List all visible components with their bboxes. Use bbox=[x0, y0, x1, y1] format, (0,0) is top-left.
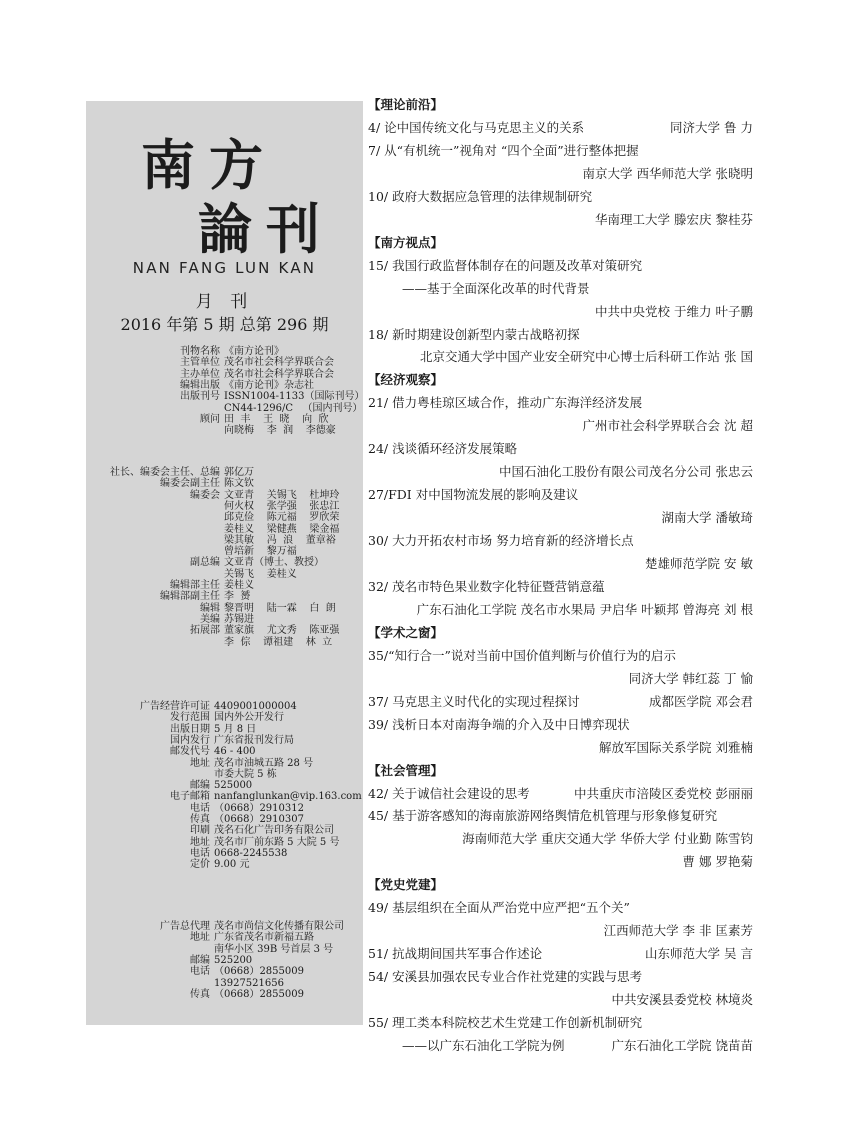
masthead-value: 郭亿万 bbox=[224, 467, 254, 478]
toc-line[interactable] bbox=[368, 531, 753, 549]
article-title: 42/ 关于诚信社会建设的思考 bbox=[368, 785, 530, 801]
masthead-value: CN44-1296/C （国内刊号） bbox=[224, 402, 363, 414]
masthead-value: 广东省茂名市新福五路 bbox=[214, 932, 314, 944]
masthead-label: 出版刊号 bbox=[180, 391, 220, 403]
masthead-value: 姜桂义 梁健燕 梁金福 bbox=[224, 523, 340, 535]
toc-section-heading bbox=[368, 95, 753, 113]
masthead-value: 525200 bbox=[214, 954, 253, 966]
masthead-value: 姜桂义 bbox=[224, 580, 254, 591]
toc-section-heading bbox=[368, 623, 753, 641]
magazine-logo-line2: 論刊 bbox=[198, 198, 334, 261]
masthead-value: 向晓梅 李 润 李德豪 bbox=[224, 425, 336, 437]
masthead-value: 田 丰 王 晓 向 欣 bbox=[224, 413, 329, 425]
masthead-label: 拓展部 bbox=[190, 625, 220, 637]
masthead-value: 广东省报刊发行局 bbox=[214, 734, 294, 746]
masthead-value: 茂名市厂前东路 5 大院 5 号 bbox=[214, 836, 340, 848]
masthead-value: 9.00 元 bbox=[214, 859, 250, 871]
masthead-value: 曾培新 黎万福 bbox=[224, 546, 297, 558]
masthead-label: 编辑 bbox=[200, 602, 220, 614]
masthead-value: 茂名市尚信文化传播有限公司 bbox=[214, 921, 344, 932]
masthead-label: 顾问 bbox=[200, 413, 220, 425]
masthead-label: 美编 bbox=[200, 613, 220, 625]
toc-line[interactable] bbox=[368, 944, 753, 962]
article-title: 18/ 新时期建设创新型内蒙古战略初探 bbox=[368, 326, 580, 342]
masthead-value: 《南方论刊》 bbox=[224, 346, 284, 357]
article-author: 中国石油化工股份有限公司茂名分公司 张忠云 bbox=[499, 464, 753, 480]
masthead-value: （0668）2855009 bbox=[214, 966, 304, 978]
toc-line[interactable] bbox=[368, 1036, 753, 1054]
masthead-label: 地址 bbox=[190, 757, 210, 769]
toc-line[interactable] bbox=[368, 898, 753, 916]
masthead-label: 社长、编委会主任、总编 bbox=[110, 467, 220, 478]
article-author: 楚雄师范学院 安 敏 bbox=[645, 556, 753, 571]
masthead-value: 13927521656 bbox=[214, 977, 284, 989]
article-title: 4/ 论中国传统文化与马克思主义的关系 bbox=[368, 119, 585, 135]
article-title: 15/ 我国行政监督体制存在的问题及改革对策研究 bbox=[368, 257, 643, 273]
masthead-label: 编辑部主任 bbox=[170, 580, 220, 591]
masthead-label: 发行范围 bbox=[170, 712, 210, 724]
masthead-value: 梁其敏 冯 浪 董章裕 bbox=[224, 534, 336, 546]
masthead-value: 茂名市油城五路 28 号 bbox=[214, 757, 314, 769]
article-title: 54/ 安溪县加强农民专业合作社党建的实践与思考 bbox=[368, 969, 643, 985]
masthead-value: 南华小区 39B 号首层 3 号 bbox=[214, 943, 334, 955]
toc-line[interactable] bbox=[368, 784, 753, 802]
masthead-label: 编辑部副主任 bbox=[160, 591, 220, 603]
toc-line[interactable] bbox=[368, 118, 753, 136]
masthead-value: （0668）2855009 bbox=[214, 988, 304, 1000]
article-title: 30/ 大力开拓农村市场 努力培育新的经济增长点 bbox=[368, 533, 634, 549]
masthead-label: 电话 bbox=[190, 847, 210, 859]
article-author: 成都医学院 邓会君 bbox=[649, 693, 753, 709]
masthead-label: 邮编 bbox=[190, 954, 210, 966]
masthead-value: 茂名石化广告印务有限公司 bbox=[214, 825, 334, 837]
toc-line[interactable] bbox=[368, 393, 753, 411]
toc-section-heading bbox=[368, 761, 753, 779]
masthead-label: 传真 bbox=[190, 814, 210, 825]
masthead-label: 电子邮箱 bbox=[170, 791, 210, 803]
article-author: 广州市社会科学界联合会 沈 超 bbox=[582, 418, 753, 434]
frequency: 月 刊 bbox=[195, 292, 254, 312]
section-title: 【经济观察】 bbox=[368, 372, 444, 388]
toc-line[interactable] bbox=[368, 692, 753, 710]
masthead-value: 茂名市社会科学界联合会 bbox=[224, 357, 334, 369]
magazine-logo-line1: 南方 bbox=[141, 134, 277, 197]
toc-section-heading bbox=[368, 875, 753, 893]
article-title: 10/ 政府大数据应急管理的法律规制研究 bbox=[368, 188, 593, 204]
article-title: ——以广东石油化工学院为例 bbox=[402, 1037, 565, 1053]
masthead-value: 黎晋明 陆一霖 白 朗 bbox=[224, 602, 336, 614]
masthead-value: 4409001000004 bbox=[214, 701, 297, 712]
article-author: 江西师范大学 李 非 匡素芳 bbox=[603, 923, 753, 939]
masthead-label: 主办单位 bbox=[180, 368, 220, 380]
masthead-label: 刊物名称 bbox=[180, 346, 220, 357]
masthead-label: 印刷 bbox=[190, 825, 210, 837]
article-author: 华南理工大学 滕宏庆 黎桂芬 bbox=[595, 211, 753, 227]
article-author: 海南师范大学 重庆交通大学 华侨大学 付业勤 陈雪钧 bbox=[462, 831, 753, 847]
masthead-value: （0668）2910307 bbox=[214, 814, 304, 825]
masthead-label: 电话 bbox=[190, 802, 210, 814]
masthead-label: 出版日期 bbox=[170, 723, 210, 735]
article-title: 7/ 从“有机统一”视角对 “四个全面”进行整体把握 bbox=[368, 142, 639, 158]
masthead-value: 文亚青 关锡飞 杜坤玲 bbox=[224, 489, 340, 501]
article-author: 北京交通大学中国产业安全研究中心博士后科研工作站 张 国 bbox=[420, 349, 753, 365]
article-title: 37/ 马克思主义时代化的实现过程探讨 bbox=[368, 693, 580, 709]
article-title: 27/FDI 对中国物流发展的影响及建议 bbox=[368, 487, 579, 503]
masthead-value: 何火权 张学强 张忠江 bbox=[224, 500, 340, 512]
article-author: 南京大学 西华师范大学 张晓明 bbox=[582, 165, 753, 181]
toc-line[interactable] bbox=[368, 141, 753, 159]
masthead-value: 《南方论刊》杂志社 bbox=[224, 379, 314, 391]
masthead-label: 传真 bbox=[190, 988, 210, 1000]
masthead-value: 0668-2245538 bbox=[214, 847, 288, 859]
masthead-label: 副总编 bbox=[190, 557, 220, 569]
masthead-value: 邱克俭 陈元福 罗欣荣 bbox=[224, 512, 340, 524]
masthead-value: （0668）2910312 bbox=[214, 802, 304, 814]
article-title: 51/ 抗战期间国共军事合作述论 bbox=[368, 946, 543, 962]
article-title: 21/ 借力粤桂琼区域合作，推动广东海洋经济发展 bbox=[368, 395, 643, 411]
toc-line[interactable] bbox=[368, 439, 753, 457]
article-author: 解放军国际关系学院 刘雅楠 bbox=[599, 739, 753, 755]
section-title: 【南方视点】 bbox=[368, 234, 444, 250]
masthead-label: 邮编 bbox=[190, 780, 210, 792]
toc-line[interactable] bbox=[368, 967, 753, 985]
masthead-label: 主管单位 bbox=[180, 357, 220, 369]
masthead-value: 国内外公开发行 bbox=[214, 712, 284, 724]
masthead-value: 李 赟 bbox=[224, 591, 251, 603]
toc-line[interactable] bbox=[368, 577, 753, 595]
masthead-label: 编委会 bbox=[190, 489, 220, 501]
section-title: 【理论前沿】 bbox=[368, 97, 444, 112]
masthead-label: 邮发代号 bbox=[170, 746, 210, 758]
section-title: 【社会管理】 bbox=[368, 762, 444, 778]
toc-section-heading bbox=[368, 233, 753, 251]
masthead-value: 关锡飞 姜桂义 bbox=[224, 568, 297, 580]
toc-line[interactable] bbox=[368, 715, 753, 733]
toc-line[interactable] bbox=[368, 646, 753, 664]
toc-line[interactable] bbox=[368, 279, 753, 297]
article-author: 广东石油化工学院 茂名市水果局 尹启华 叶颖邦 曾海亮 刘 根 bbox=[416, 601, 753, 617]
article-title: 49/ 基层组织在全面从严治党中应严把“五个关” bbox=[368, 900, 630, 916]
masthead-label: 电话 bbox=[190, 966, 210, 978]
issue-number: 2016 年第 5 期 总第 296 期 bbox=[120, 315, 329, 334]
article-author: 湖南大学 潘敏琦 bbox=[661, 510, 753, 526]
masthead-value: 5 月 8 日 bbox=[214, 723, 257, 735]
masthead-value: 茂名市社会科学界联合会 bbox=[224, 368, 334, 380]
article-title: 45/ 基于游客感知的海南旅游网络舆情危机管理与形象修复研究 bbox=[368, 808, 718, 824]
article-author: 同济大学 鲁 力 bbox=[670, 119, 753, 135]
masthead-panel bbox=[86, 101, 363, 1025]
article-title: ——基于全面深化改革的时代背景 bbox=[402, 280, 590, 296]
masthead-label: 广告总代理 bbox=[160, 921, 210, 932]
masthead-value: nanfanglunkan@vip.163.com bbox=[214, 791, 362, 803]
toc-section-heading bbox=[368, 370, 753, 388]
article-author: 中共中央党校 于维力 叶子鹏 bbox=[595, 303, 753, 319]
masthead-value: 苏锡进 bbox=[224, 613, 254, 625]
article-author: 山东师范大学 吴 言 bbox=[645, 946, 753, 962]
article-title: 32/ 茂名市特色果业数字化特征暨营销意蕴 bbox=[368, 578, 605, 594]
masthead-label: 广告经营许可证 bbox=[140, 701, 210, 712]
masthead-value: 董家旗 尤文秀 陈亚强 bbox=[224, 625, 340, 637]
toc-line[interactable] bbox=[368, 806, 753, 824]
masthead-label: 编委会副主任 bbox=[160, 478, 220, 490]
article-title: 24/ 浅谈循环经济发展策略 bbox=[368, 441, 518, 457]
article-author: 中共安溪县委党校 林境炎 bbox=[611, 992, 753, 1008]
magazine-pinyin: NAN FANG LUN KAN bbox=[132, 259, 317, 277]
toc-line[interactable] bbox=[368, 1013, 753, 1031]
masthead-label: 编辑出版 bbox=[180, 379, 220, 391]
masthead-label: 国内发行 bbox=[170, 734, 210, 746]
masthead-value: 李 倧 谭祖建 林 立 bbox=[224, 636, 333, 648]
masthead-value: 46 - 400 bbox=[214, 746, 256, 758]
masthead-label: 定价 bbox=[190, 859, 210, 871]
masthead-value: 文亚青（博士、教授） bbox=[224, 557, 324, 569]
article-author: 同济大学 韩红蕊 丁 愉 bbox=[628, 670, 753, 686]
toc-line[interactable] bbox=[368, 256, 753, 274]
toc-line[interactable] bbox=[368, 325, 753, 343]
masthead-value: ISSN1004-1133（国际刊号） bbox=[224, 391, 365, 403]
article-title: 55/ 理工类本科院校艺术生党建工作创新机制研究 bbox=[368, 1015, 643, 1030]
section-title: 【学术之窗】 bbox=[368, 624, 444, 640]
article-title: 35/“知行合一”说对当前中国价值判断与价值行为的启示 bbox=[368, 647, 676, 663]
article-title: 39/ 浅析日本对南海争端的介入及中日博弈现状 bbox=[368, 716, 630, 732]
masthead-value: 陈文钦 bbox=[224, 478, 254, 490]
masthead-value: 525000 bbox=[214, 780, 253, 792]
masthead-label: 地址 bbox=[190, 932, 210, 944]
masthead-label: 地址 bbox=[190, 836, 210, 848]
article-author: 广东石油化工学院 饶苗苗 bbox=[611, 1037, 753, 1053]
toc-line[interactable] bbox=[368, 187, 753, 205]
section-title: 【党史党建】 bbox=[368, 877, 444, 893]
article-author: 中共重庆市涪陵区委党校 彭丽丽 bbox=[574, 785, 753, 801]
article-author: 曹 娜 罗艳菊 bbox=[682, 854, 753, 870]
masthead-value: 市委大院 5 栋 bbox=[214, 768, 277, 780]
toc-line[interactable] bbox=[368, 485, 753, 503]
